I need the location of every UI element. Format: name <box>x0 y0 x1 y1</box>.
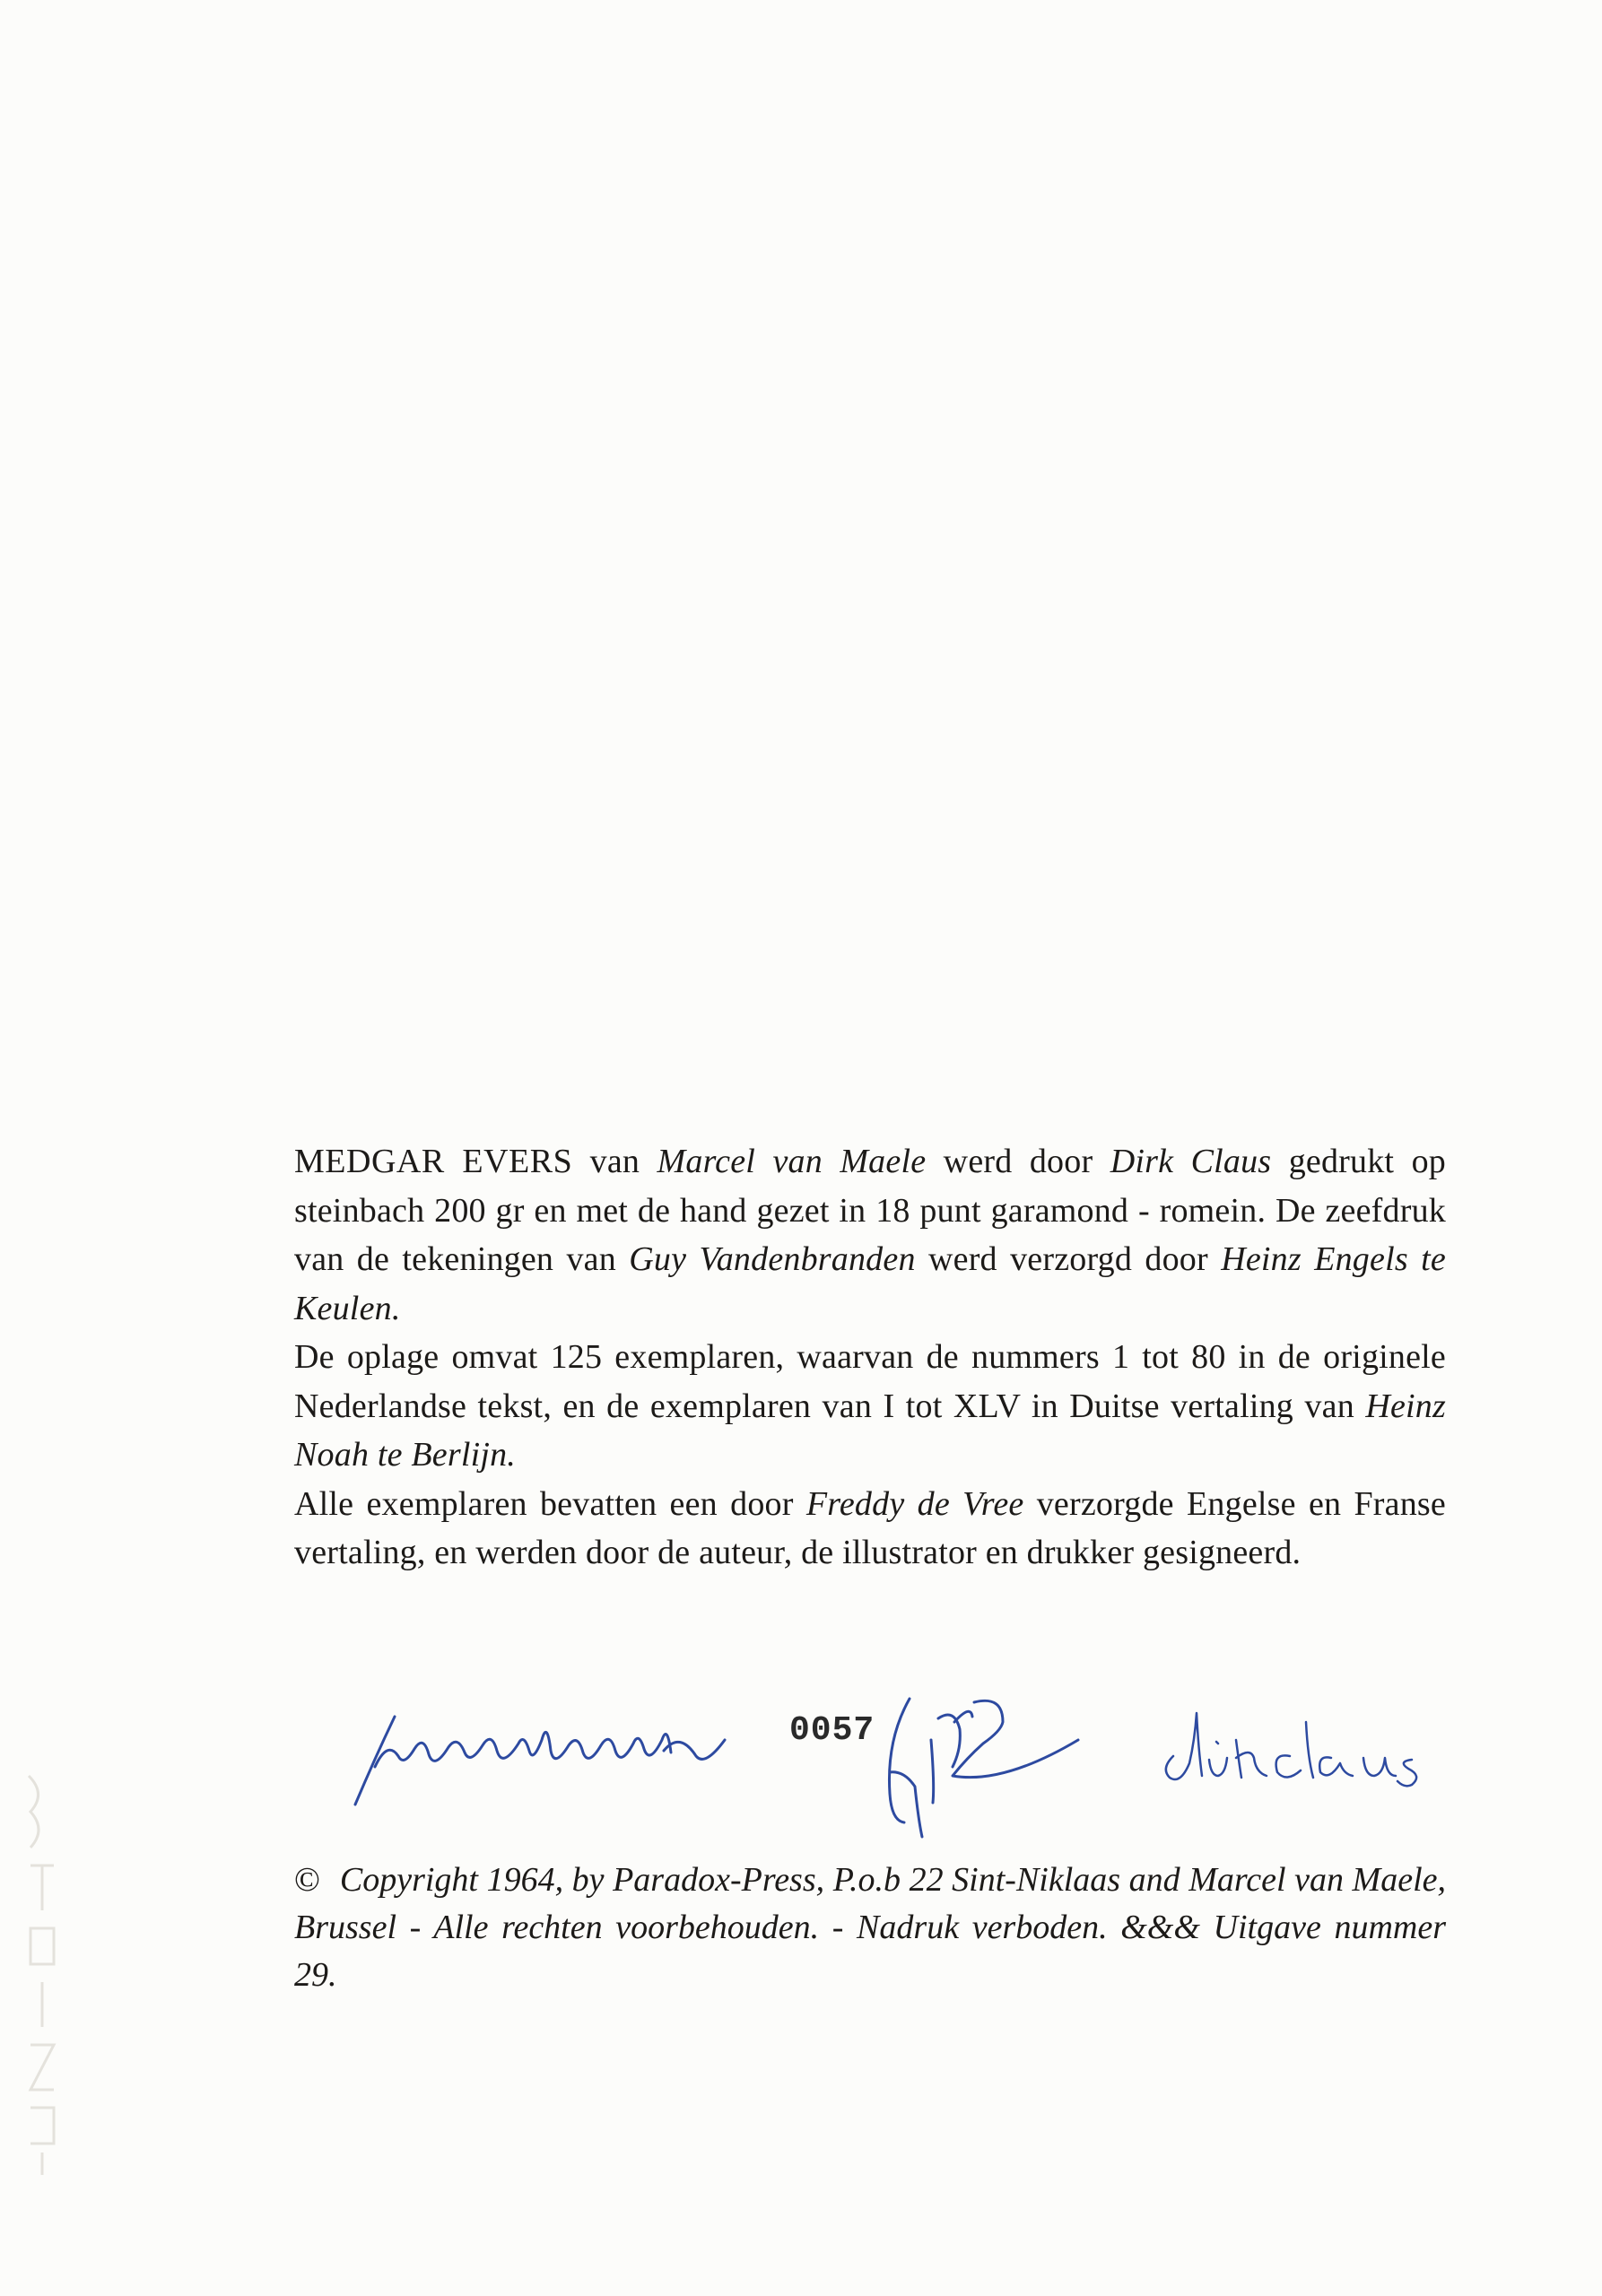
text-van: van <box>572 1143 657 1180</box>
copyright-notice <box>294 1857 1446 1999</box>
printer-name: Dirk Claus <box>1110 1143 1272 1180</box>
printer-signature <box>1155 1704 1460 1794</box>
illustrator-name: Guy Vandenbranden <box>629 1240 916 1278</box>
illustrator-signature <box>868 1686 1110 1839</box>
copyright-symbol: © <box>294 1861 320 1899</box>
illustrator-signature-drawing <box>868 1686 1110 1839</box>
printer-signature-drawing <box>1155 1704 1460 1794</box>
watermark-stamp <box>20 1758 65 2179</box>
book-title: MEDGAR EVERS <box>294 1143 573 1180</box>
author-name: Marcel van Maele <box>657 1143 927 1180</box>
embossed-watermark <box>20 1758 65 2179</box>
colophon-paragraph-translation <box>294 1480 1446 1578</box>
signing-details: verzorgde Engelse en Franse vertaling, en werden door de auteur, de illustrator en drukker gesigneerd. <box>294 1484 1446 1571</box>
edition-details: De oplage omvat 125 exemplaren, waarvan de nummers 1 tot 80 in de originele Nederlandse tekst, en de exemplaren van I tot XLV in Duitse vertaling van <box>294 1338 1446 1425</box>
colophon-paragraph-edition <box>294 1333 1446 1480</box>
colophon-paragraph-printing <box>294 1137 1446 1333</box>
translation-intro: Alle exemplaren bevatten een door <box>294 1484 806 1523</box>
author-signature <box>348 1704 743 1812</box>
copyright-text: Copyright 1964, by Paradox-Press, P.o.b 22 Sint-Niklaas and Marcel van Maele, Brussel - Alle rechten voorbehouden. - Nadruk verboden. &&& Uitgave nummer 29. <box>294 1861 1446 1994</box>
translator-name: Freddy de Vree <box>805 1484 1024 1523</box>
author-signature-drawing <box>348 1704 743 1812</box>
german-translator-name: Heinz Noah te Berlijn. <box>294 1387 1446 1474</box>
printing-details: gedrukt op steinbach 200 gr en met de hand gezet in 18 punt garamond - romein. De zeefdruk van de tekeningen van <box>294 1143 1446 1278</box>
copyright-paragraph <box>294 1857 1446 1999</box>
screenprint-text: werd verzorgd door <box>915 1240 1222 1278</box>
copy-number: 0057 <box>789 1711 875 1750</box>
screenprinter-name: Heinz Engels te Keulen. <box>294 1240 1446 1327</box>
signatures-row <box>294 1686 1478 1839</box>
colophon <box>294 1137 1446 1578</box>
text-werd-door: werd door <box>926 1143 1110 1180</box>
